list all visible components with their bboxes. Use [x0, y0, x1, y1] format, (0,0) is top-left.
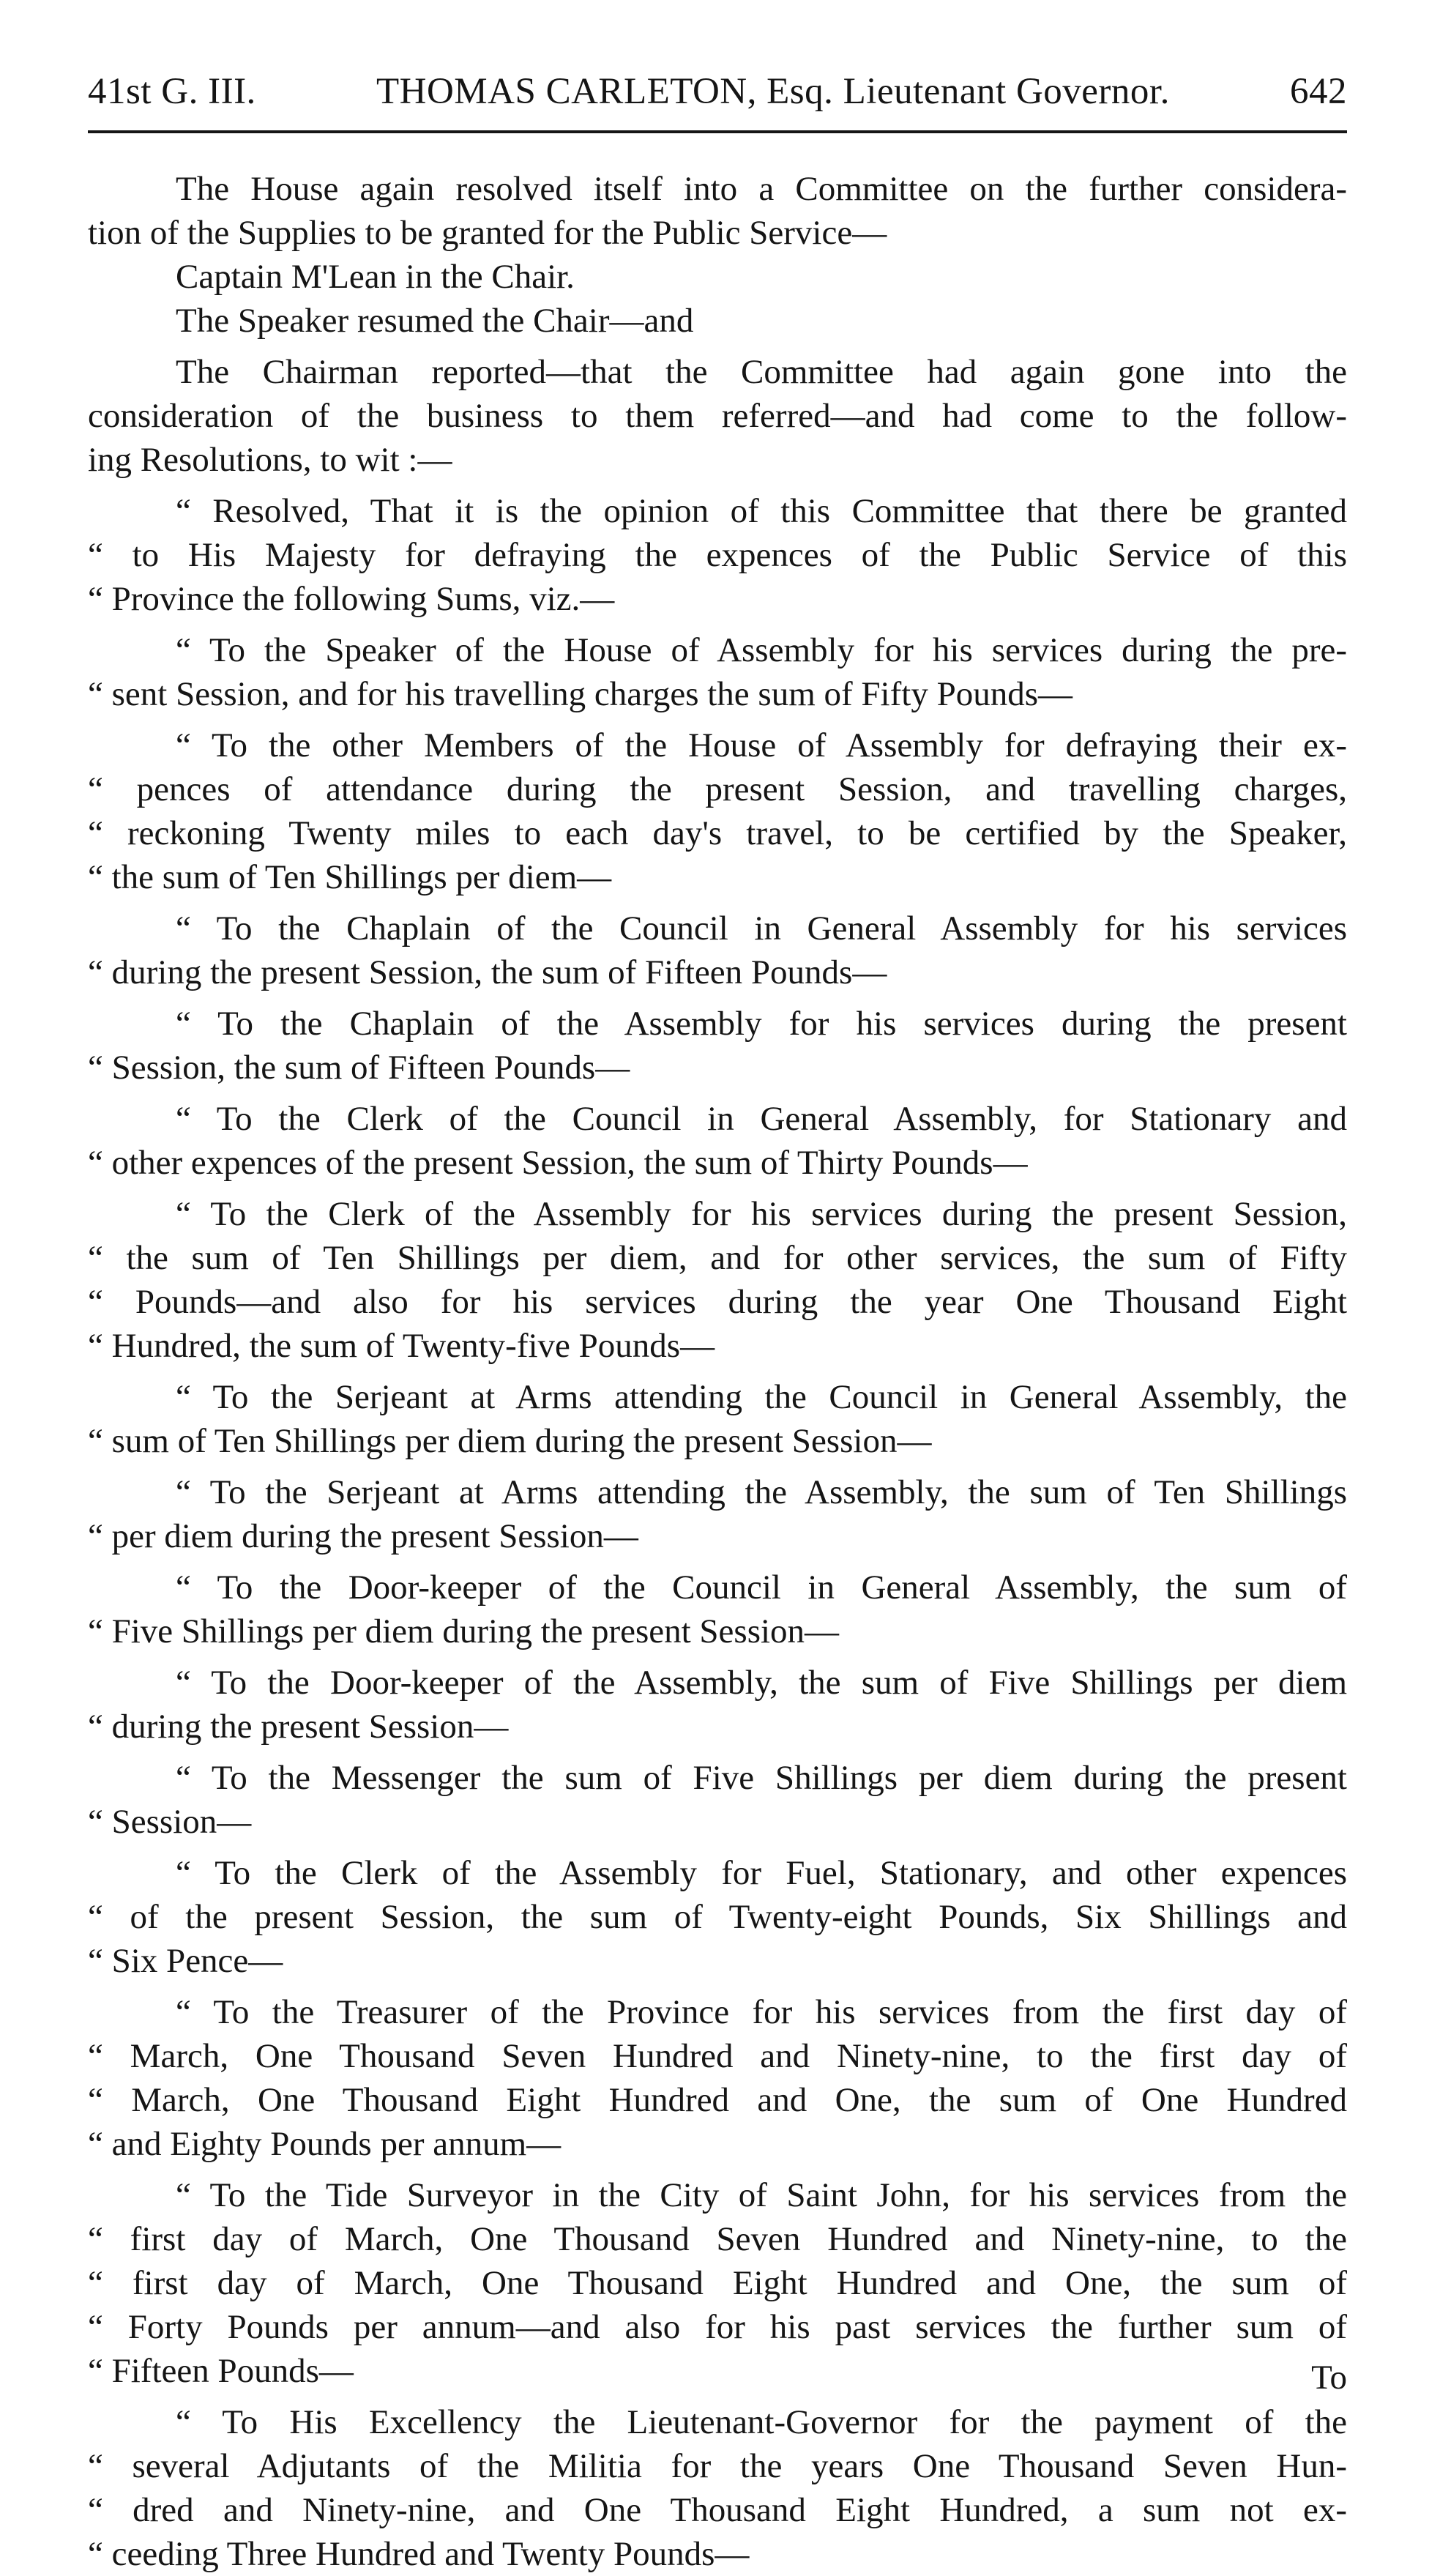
- resolution-paragraph: [88, 1990, 1347, 2166]
- text-line: “ Six Pence—: [88, 1942, 283, 1980]
- text-line: The Speaker resumed the Chair—and: [176, 302, 694, 340]
- text-line: “ Forty Pounds per annum—and also for his past services the further sum of: [88, 2308, 1347, 2346]
- resolution-paragraph: [88, 1097, 1347, 1185]
- text-line: “ other expences of the present Session, the sum of Thirty Pounds—: [88, 1144, 1028, 1182]
- header-rule: [88, 130, 1347, 133]
- resolution-paragraph: [88, 1192, 1347, 1368]
- text-line: “ Fifteen Pounds—: [88, 2352, 354, 2390]
- text-line: “ To the Serjeant at Arms attending the Assembly, the sum of Ten Shillings: [176, 1473, 1347, 1511]
- running-title: THOMAS CARLETON, Esq. Lieutenant Governor.: [376, 71, 1170, 112]
- paragraph-chair: [88, 255, 1347, 299]
- resolution-paragraph: [88, 1002, 1347, 1090]
- text-line: “ To the Messenger the sum of Five Shillings per diem during the present: [176, 1759, 1347, 1797]
- resolution-paragraph: [88, 1661, 1347, 1749]
- text-line: “ the sum of Ten Shillings per diem—: [88, 858, 612, 896]
- text-line: “ ceeding Three Hundred and Twenty Pounds—: [88, 2535, 750, 2573]
- paragraph-chairman-report: [88, 350, 1347, 482]
- text-line: “ the sum of Ten Shillings per diem, and for other services, the sum of Fifty: [88, 1239, 1347, 1277]
- text-line: “ Session—: [88, 1803, 252, 1841]
- text-line: “ per diem during the present Session—: [88, 1517, 638, 1555]
- text-line: “ to His Majesty for defraying the expences of the Public Service of this: [88, 536, 1347, 574]
- text-line: “ To the Tide Surveyor in the City of Saint John, for his services from the: [176, 2176, 1347, 2214]
- text-line: “ To the Chaplain of the Assembly for his services during the present: [176, 1005, 1347, 1043]
- text-line: Captain M'Lean in the Chair.: [176, 258, 575, 296]
- text-line: “ To the Door-keeper of the Council in General Assembly, the sum of: [176, 1568, 1347, 1607]
- text-line: “ To the Serjeant at Arms attending the Council in General Assembly, the: [176, 1378, 1347, 1416]
- resolution-paragraph: [88, 1566, 1347, 1653]
- paragraph-speaker: [88, 299, 1347, 343]
- text-line: “ To His Excellency the Lieutenant-Governor for the payment of the: [176, 2403, 1347, 2441]
- paragraph-committee: [88, 167, 1347, 255]
- text-line: “ pences of attendance during the present Session, and travelling charges,: [88, 770, 1347, 808]
- text-line: “ reckoning Twenty miles to each day's travel, to be certified by the Speaker,: [88, 814, 1347, 852]
- text-line: “ Province the following Sums, viz.—: [88, 580, 615, 618]
- text-line: “ of the present Session, the sum of Twenty-eight Pounds, Six Shillings and: [88, 1898, 1347, 1936]
- text-line: “ first day of March, One Thousand Eight Hundred and One, the sum of: [88, 2264, 1347, 2302]
- resolution-paragraph: [88, 2400, 1347, 2576]
- text-line: “ Five Shillings per diem during the present Session—: [88, 1612, 840, 1650]
- text-line: “ To the Chaplain of the Council in General Assembly for his services: [176, 909, 1347, 948]
- text-line: “ To the Clerk of the Assembly for Fuel, Stationary, and other expences: [176, 1854, 1347, 1892]
- resolution-paragraph: [88, 2173, 1347, 2393]
- resolution-paragraph: [88, 489, 1347, 621]
- text-line: “ sum of Ten Shillings per diem during the present Session—: [88, 1422, 932, 1460]
- resolution-paragraph: [88, 1851, 1347, 1983]
- resolutions-list: [88, 489, 1347, 2576]
- running-header: [88, 70, 1347, 113]
- text-line: “ during the present Session—: [88, 1708, 509, 1746]
- resolution-paragraph: [88, 907, 1347, 994]
- regnal-year: 41st G. III.: [88, 71, 256, 112]
- text-line: “ To the Speaker of the House of Assembly for his services during the pre-: [176, 631, 1347, 669]
- resolution-paragraph: [88, 1470, 1347, 1558]
- text-line: “ Session, the sum of Fifteen Pounds—: [88, 1049, 630, 1087]
- text-line: “ Pounds—and also for his services during the year One Thousand Eight: [88, 1283, 1347, 1321]
- resolution-paragraph: [88, 1375, 1347, 1463]
- text-line: consideration of the business to them referred—and had come to the follow-: [88, 397, 1347, 435]
- resolution-paragraph: [88, 723, 1347, 899]
- text-line: “ March, One Thousand Eight Hundred and One, the sum of One Hundred: [88, 2081, 1347, 2119]
- text-line: “ To the Clerk of the Council in General Assembly, for Stationary and: [176, 1100, 1347, 1138]
- page-body: [88, 167, 1347, 2576]
- text-line: “ first day of March, One Thousand Seven Hundred and Ninety-nine, to the: [88, 2220, 1347, 2258]
- text-line: “ To the Door-keeper of the Assembly, the sum of Five Shillings per diem: [176, 1664, 1347, 1702]
- text-line: “ Hundred, the sum of Twenty-five Pounds—: [88, 1327, 715, 1365]
- text-line: “ and Eighty Pounds per annum—: [88, 2125, 562, 2163]
- page-number: 642: [1289, 71, 1347, 112]
- text-line: “ To the other Members of the House of Assembly for defraying their ex-: [176, 726, 1347, 764]
- text-line: “ sent Session, and for his travelling charges the sum of Fifty Pounds—: [88, 675, 1073, 713]
- text-line: “ dred and Ninety-nine, and One Thousand Eight Hundred, a sum not ex-: [88, 2491, 1347, 2529]
- resolution-paragraph: [88, 1756, 1347, 1844]
- text-line: “ Resolved, That it is the opinion of this Committee that there be granted: [176, 492, 1347, 530]
- text-line: “ several Adjutants of the Militia for the years One Thousand Seven Hun-: [88, 2447, 1347, 2485]
- text-line: tion of the Supplies to be granted for the Public Service—: [88, 214, 887, 252]
- text-line: The House again resolved itself into a Committee on the further considera-: [176, 170, 1347, 208]
- text-line: The Chairman reported—that the Committee had again gone into the: [176, 353, 1347, 391]
- resolution-paragraph: [88, 628, 1347, 716]
- text-line: “ To the Treasurer of the Province for his services from the first day of: [176, 1993, 1347, 2031]
- text-line: “ To the Clerk of the Assembly for his services during the present Session,: [176, 1195, 1347, 1233]
- catchword: To: [1311, 2359, 1347, 2397]
- text-line: “ during the present Session, the sum of Fifteen Pounds—: [88, 953, 887, 991]
- text-line: ing Resolutions, to wit :—: [88, 441, 452, 479]
- text-line: “ March, One Thousand Seven Hundred and Ninety-nine, to the first day of: [88, 2037, 1347, 2075]
